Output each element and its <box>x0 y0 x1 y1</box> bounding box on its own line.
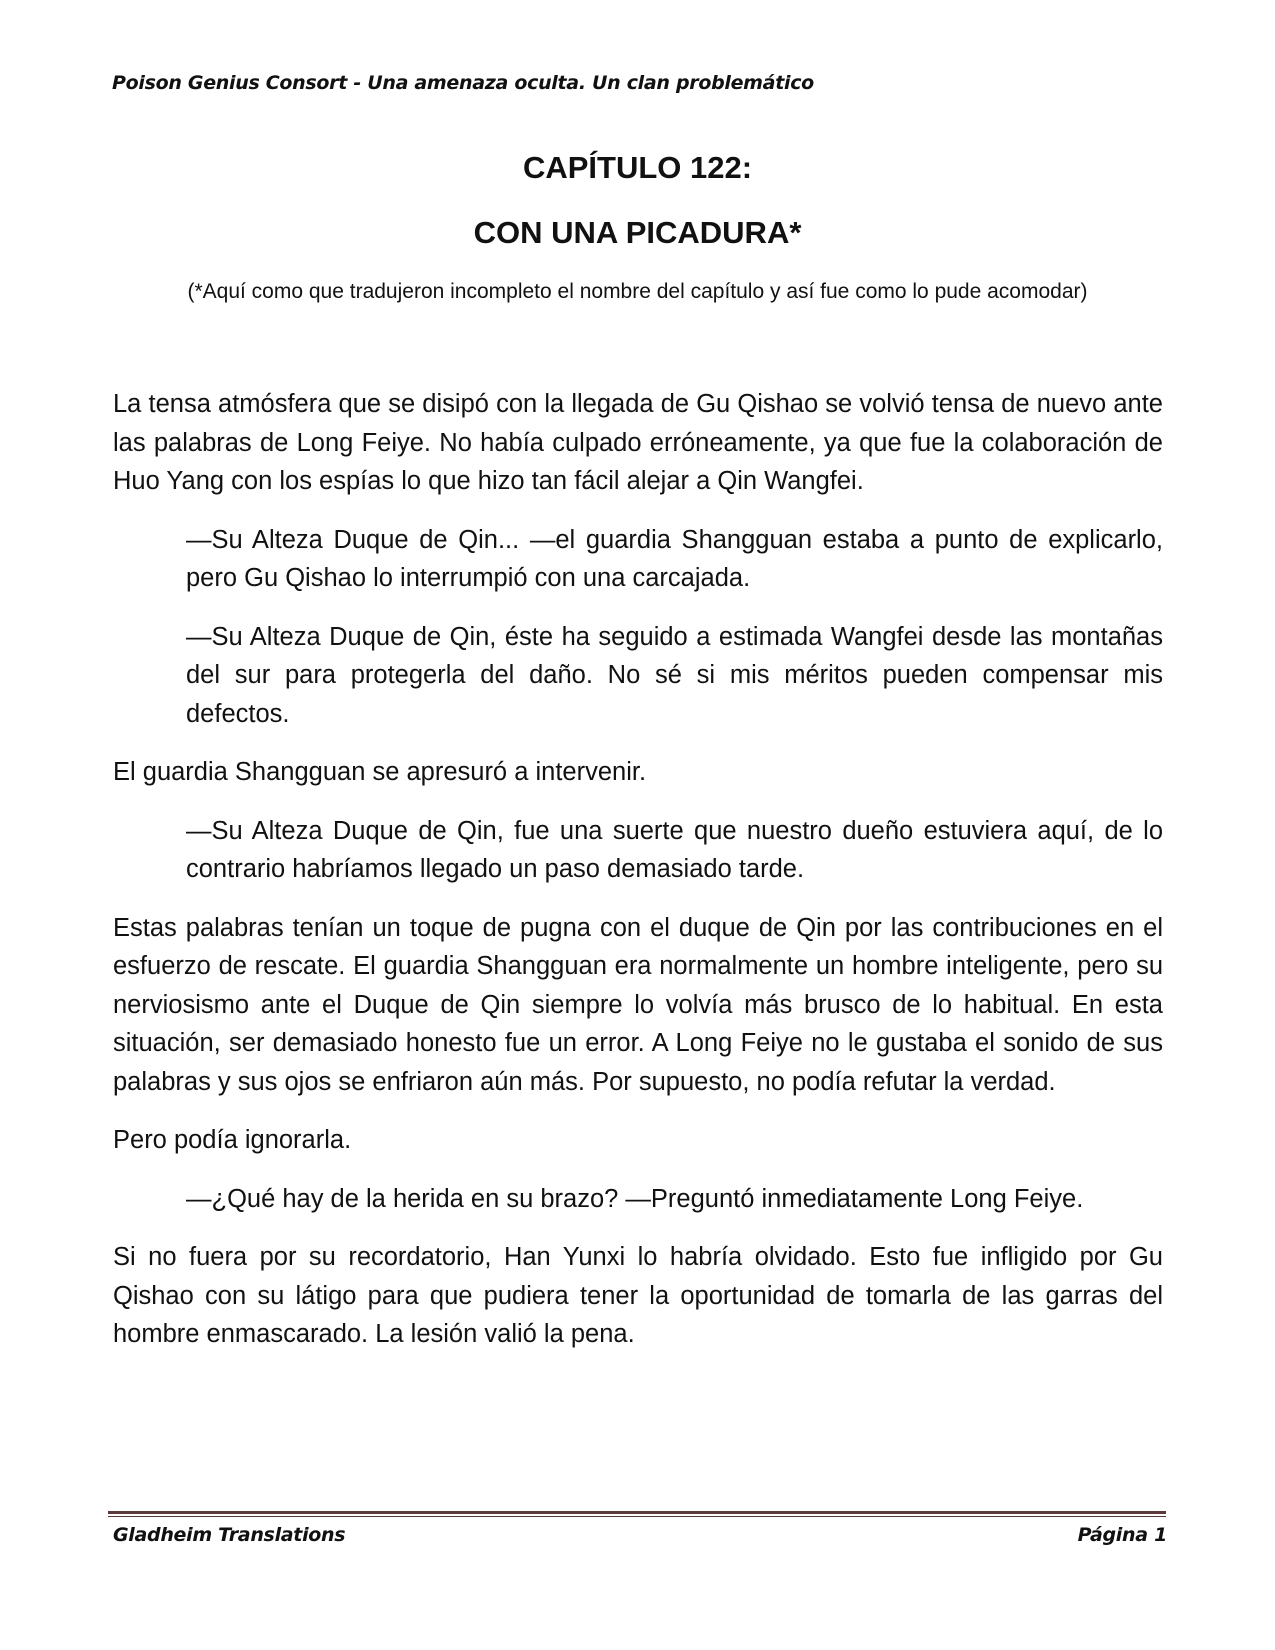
chapter-number: CAPÍTULO 122: <box>522 150 753 185</box>
dialogue-paragraph: —Su Alteza Duque de Qin, fue una suerte que nuestro dueño estuviera aquí, de lo contrario habríamos llegado un paso demasiado tarde. <box>186 816 1163 883</box>
dialogue-paragraph: —¿Qué hay de la herida en su brazo? —Preguntó inmediatamente Long Feiye. <box>186 1184 1084 1213</box>
narrative-paragraph: Pero podía ignorarla. <box>113 1126 352 1154</box>
narrative-paragraph: El guardia Shangguan se apresuró a intervenir. <box>113 758 647 786</box>
chapter-title: CON UNA PICADURA* <box>473 215 802 250</box>
dialogue-paragraph: —Su Alteza Duque de Qin, éste ha seguido a estimada Wangfei desde las montañas del sur para protegerla del daño. No sé si mis méritos pueden compensar mis defectos. <box>186 622 1163 728</box>
narrative-paragraph: Si no fuera por su recordatorio, Han Yunxi lo habría olvidado. Esto fue infligido por Gu Qishao con su látigo para que pudiera tener la oportunidad de tomarla de las garras del hombre enmascarado. La lesión valió la pena. <box>113 1243 1163 1348</box>
chapter-note: (*Aquí como que tradujeron incompleto el nombre del capítulo y así fue como lo pude acomodar) <box>187 280 1088 303</box>
footer-divider <box>108 1511 1166 1517</box>
narrative-paragraph: Estas palabras tenían un toque de pugna con el duque de Qin por las contribuciones en el esfuerzo de rescate. El guardia Shangguan era normalmente un hombre inteligente, pero su nerviosismo ante el Duque de Qin siempre lo volvía más brusco de lo habitual. En esta situación, ser demasiado honesto fue un error. A Long Feiye no le gustaba el sonido de sus palabras y sus ojos se enfriaron aún más. Por supuesto, no podía refutar la verdad. <box>113 913 1163 1096</box>
narrative-paragraph: La tensa atmósfera que se disipó con la llegada de Gu Qishao se volvió tensa de nuevo ante las palabras de Long Feiye. No había culpado erróneamente, ya que fue la colaboración de Huo Yang con los espías lo que hizo tan fácil alejar a Qin Wangfei. <box>113 390 1163 495</box>
footer-publisher: Gladheim Translations <box>113 1524 346 1546</box>
page-number: Página 1 <box>1077 1524 1167 1546</box>
dialogue-paragraph: —Su Alteza Duque de Qin... —el guardia Shangguan estaba a punto de explicarlo, pero Gu Qishao lo interrumpió con una carcajada. <box>186 525 1163 592</box>
running-header: Poison Genius Consort - Una amenaza oculta. Un clan problemático <box>112 72 814 94</box>
chapter-body <box>113 385 1163 1374</box>
